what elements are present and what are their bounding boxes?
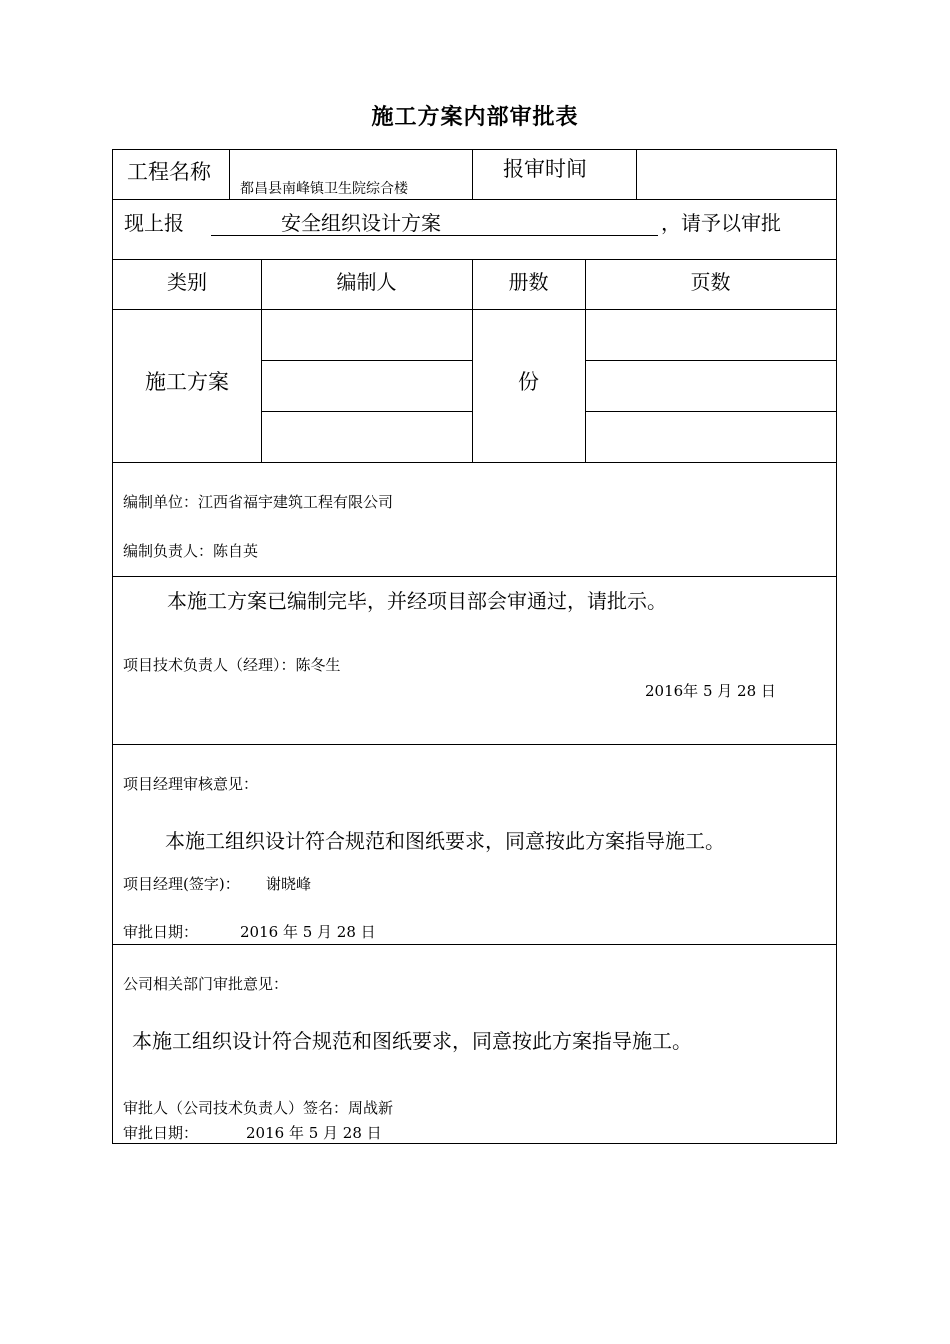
col-header-pages: 页数: [690, 270, 731, 294]
project-name-value: 都昌县南峰镇卫生院综合楼: [240, 181, 408, 197]
pm-review-heading: 项目经理审核意见：: [123, 775, 259, 793]
report-document: 安全组织设计方案: [281, 211, 441, 235]
company-review-opinion: 本施工组织设计符合规范和图纸要求，同意按此方案指导施工。: [132, 1029, 692, 1053]
prepared-manager: 编制负责人：陈自英: [123, 542, 259, 560]
row-divider: [113, 744, 836, 745]
col-header-preparer: 编制人: [336, 270, 397, 294]
pm-review-opinion: 本施工组织设计符合规范和图纸要求，同意按此方案指导施工。: [165, 829, 725, 853]
report-suffix: ，请予以审批: [661, 211, 781, 235]
row-divider: [113, 309, 836, 310]
company-date-value: 2016 年 5 月 28 日: [246, 1124, 382, 1142]
prepared-unit: 编制单位：江西省福宇建筑工程有限公司: [123, 493, 394, 511]
page-title: 施工方案内部审批表: [371, 105, 579, 130]
company-review-heading: 公司相关部门审批意见：: [123, 975, 289, 993]
tech-date: 2016年 5 月 28 日: [645, 682, 776, 700]
plan-category: 施工方案: [145, 370, 229, 394]
row-divider: [113, 576, 836, 577]
tech-statement: 本施工方案已编制完毕，并经项目部会审通过，请批示。: [167, 589, 667, 613]
row-divider: [113, 199, 836, 200]
pm-signer-label: 项目经理(签字)：: [123, 875, 240, 893]
cell-divider: [261, 411, 472, 412]
row-divider: [113, 259, 836, 260]
col-divider: [472, 150, 473, 199]
company-signer: 审批人（公司技术负责人）签名：周战新: [123, 1099, 394, 1117]
pm-date-value: 2016 年 5 月 28 日: [240, 923, 376, 941]
plan-copies-unit: 份: [518, 370, 539, 394]
col-header-volumes: 册数: [508, 270, 549, 294]
col-header-category: 类别: [167, 270, 207, 294]
cell-divider: [261, 360, 472, 361]
col-divider: [636, 150, 637, 199]
tech-signer: 项目技术负责人（经理）：陈冬生: [123, 656, 341, 674]
row-divider: [113, 462, 836, 463]
submit-time-label: 报审时间: [503, 157, 587, 181]
row-divider: [113, 944, 836, 945]
report-prefix: 现上报: [124, 211, 184, 235]
cell-divider: [585, 360, 836, 361]
col-divider: [229, 150, 230, 199]
pm-signer-name: 谢晓峰: [266, 875, 312, 893]
company-date-label: 审批日期：: [123, 1124, 199, 1142]
approval-form: [112, 149, 837, 1144]
cell-divider: [585, 411, 836, 412]
project-name-label: 工程名称: [127, 160, 211, 184]
pm-date-label: 审批日期：: [123, 923, 199, 941]
